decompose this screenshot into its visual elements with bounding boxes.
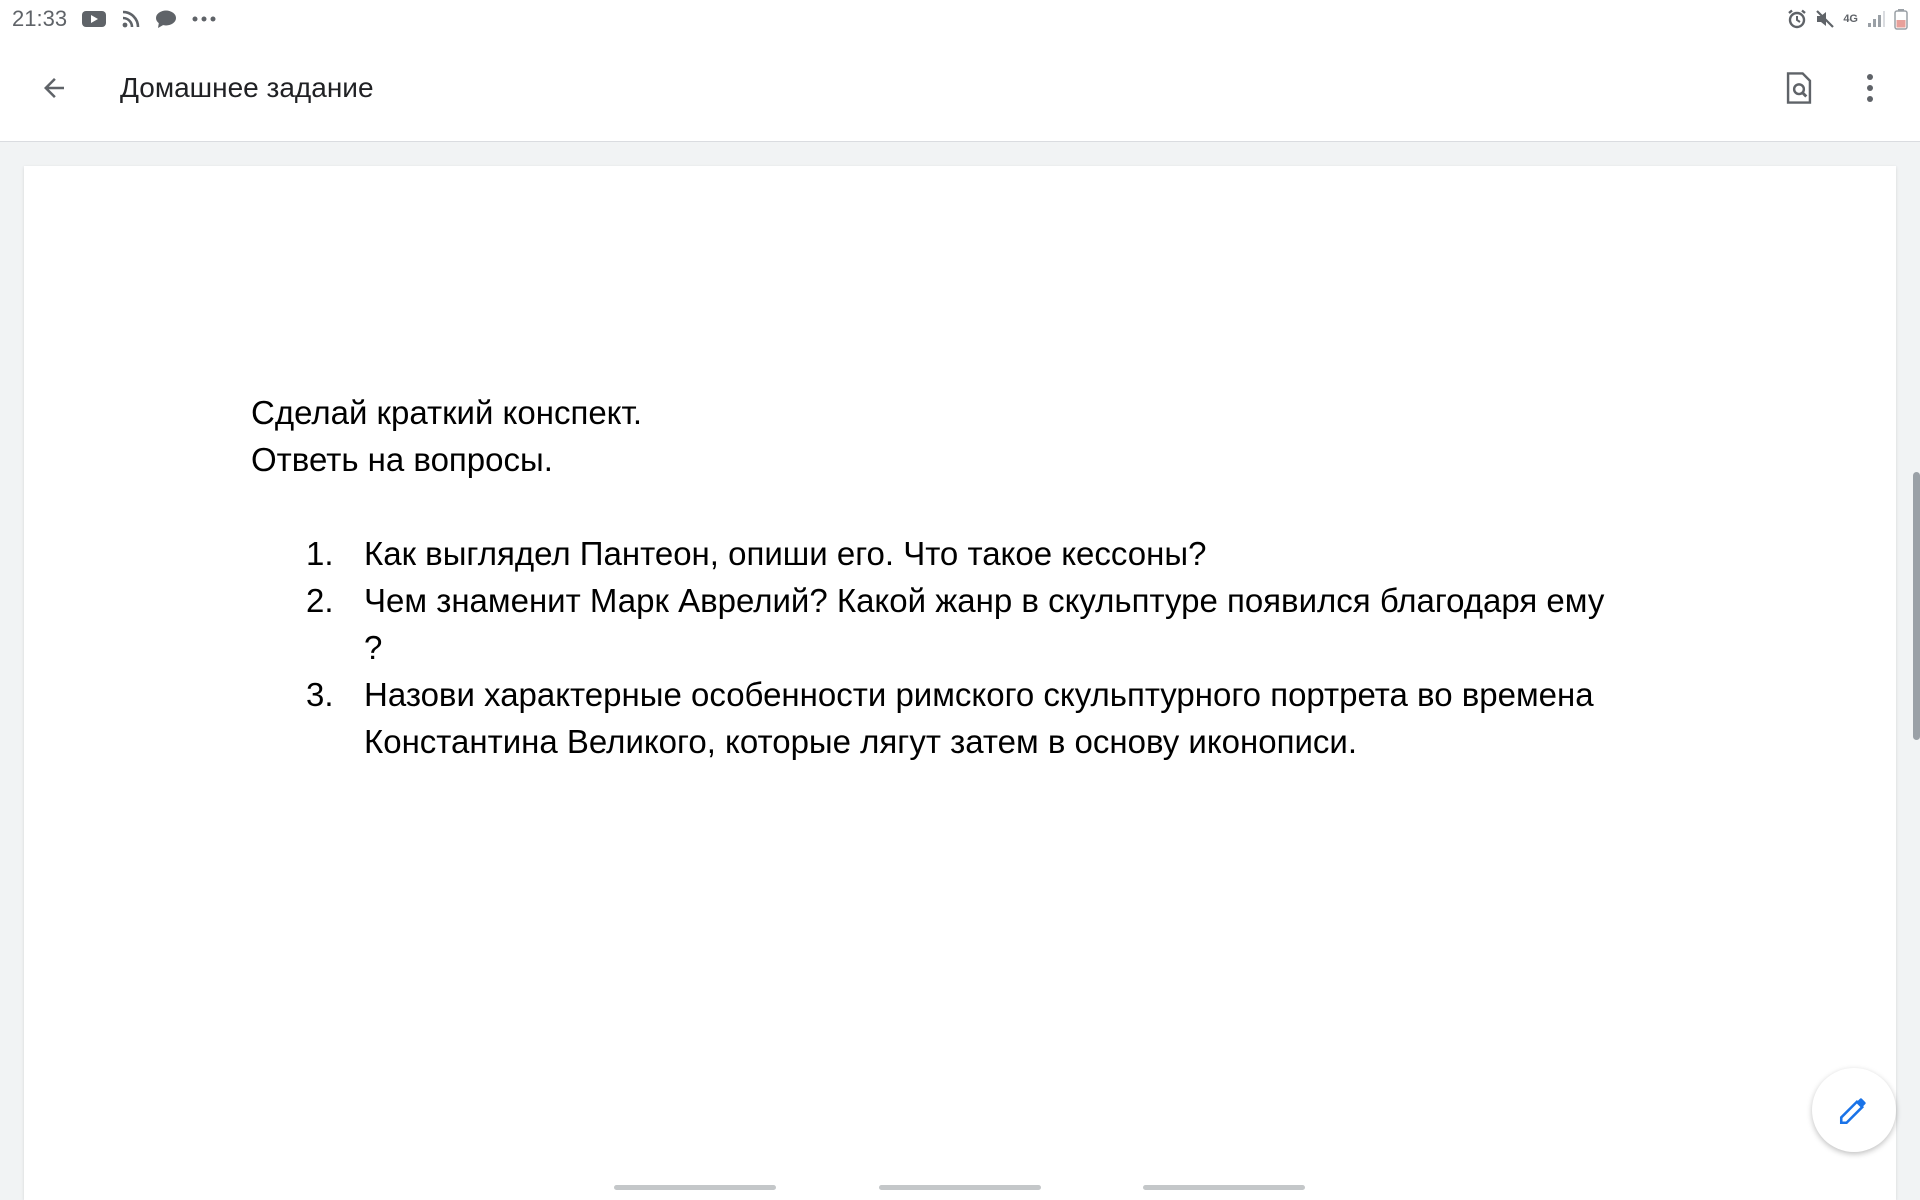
signal-icon: [1866, 9, 1886, 29]
chat-bubble-icon: [155, 9, 177, 29]
list-item: [251, 530, 1701, 577]
list-number: 3.: [306, 676, 334, 713]
list-item-text-cont: ?: [364, 629, 383, 666]
list-number: 2.: [306, 582, 334, 619]
list-item: [251, 671, 1701, 765]
status-time: 21:33: [12, 6, 68, 31]
page-indicator: [614, 1185, 776, 1190]
page-indicators: [0, 1185, 1920, 1191]
arrow-back-icon: [39, 73, 69, 103]
network-label: 4G: [1843, 12, 1858, 25]
list-item-text-cont: Константина Великого, которые лягут затем в основу иконописи.: [364, 723, 1357, 760]
battery-icon: [1894, 8, 1908, 30]
doc-paragraph: Ответь на вопросы.: [251, 441, 553, 478]
status-left: [12, 6, 217, 32]
doc-paragraph: Сделай краткий конспект.: [251, 394, 643, 431]
list-item: [251, 577, 1701, 671]
page-indicator: [879, 1185, 1041, 1190]
status-right: [1787, 8, 1908, 30]
more-vert-icon: [1865, 73, 1875, 103]
edit-pencil-icon: [1837, 1093, 1871, 1127]
list-item-text: Назови характерные особенности римского скульптурного портрета во времена: [364, 676, 1594, 713]
page-title: Домашнее задание: [120, 72, 374, 103]
list-item-text: Как выглядел Пантеон, опиши его. Что такое кессоны?: [364, 535, 1207, 572]
list-item-text: Чем знаменит Марк Аврелий? Какой жанр в скульптуре появился благодаря ему: [364, 582, 1605, 619]
youtube-icon: [81, 9, 107, 29]
status-bar: [0, 0, 1920, 38]
document-search-icon: [1784, 71, 1814, 105]
edit-button[interactable]: [1812, 1068, 1896, 1152]
app-bar: [0, 38, 1920, 142]
alarm-icon: [1787, 9, 1807, 29]
preview-button[interactable]: [1775, 64, 1823, 112]
questions-list: [251, 530, 1701, 765]
document-page[interactable]: [24, 166, 1896, 1200]
scrollbar[interactable]: [1913, 472, 1920, 740]
network-4g-icon: [1843, 14, 1858, 25]
list-number: 1.: [306, 535, 334, 572]
more-dots-icon: [191, 14, 217, 24]
mute-icon: [1815, 9, 1835, 29]
more-menu-button[interactable]: [1846, 64, 1894, 112]
page-indicator: [1143, 1185, 1305, 1190]
document-content: [251, 389, 1701, 765]
rss-icon: [121, 9, 141, 29]
back-button[interactable]: [30, 64, 78, 112]
